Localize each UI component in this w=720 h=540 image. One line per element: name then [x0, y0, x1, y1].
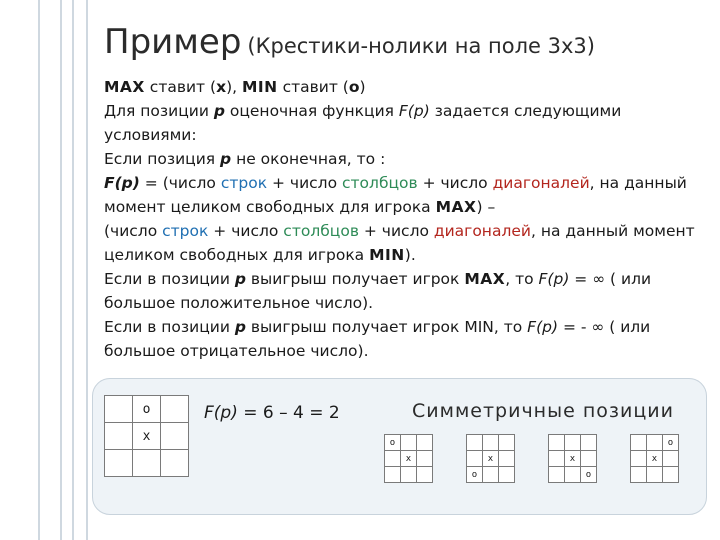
text: , на данный момент целиком свободных для игрока: [104, 174, 687, 216]
fp-var: F(p): [104, 174, 140, 192]
board-cell: [499, 467, 515, 483]
text: (число: [104, 222, 163, 240]
text: + число: [267, 174, 342, 192]
symmetric-board: [384, 434, 433, 483]
symmetric-board: [548, 434, 597, 483]
board-cell: [549, 435, 565, 451]
p-var: p: [220, 150, 232, 168]
board-cell: [581, 435, 597, 451]
board-cell: [467, 435, 483, 451]
p-var: p: [234, 270, 246, 288]
p-var: p: [213, 102, 225, 120]
text: выигрыш получает игрок: [245, 270, 465, 288]
rail-line: [86, 0, 88, 540]
board-cell: [631, 451, 647, 467]
text: = ∞ ( или большое положительное число).: [104, 270, 652, 312]
fp-var: F(p): [538, 270, 570, 288]
o-symbol: o: [348, 78, 360, 96]
max-label: MAX: [435, 198, 477, 216]
text: , на данный момент целиком свободных для игрока: [104, 222, 695, 264]
rail-line: [72, 0, 74, 540]
board-cell: [499, 435, 515, 451]
cols-word: столбцов: [342, 174, 418, 192]
text: , то: [505, 270, 539, 288]
title-main: Пример: [104, 22, 242, 62]
board-cell: o: [385, 435, 401, 451]
line-players: [104, 75, 704, 99]
formula-value: = 6 – 4 = 2: [237, 403, 340, 423]
board-cell: [105, 423, 133, 450]
cols-word: столбцов: [283, 222, 359, 240]
evaluation-formula: [204, 403, 340, 423]
rail-line: [38, 0, 40, 540]
main-board: [104, 395, 189, 477]
diag-word: диагоналей: [492, 174, 590, 192]
text: = - ∞ ( или большое отрицательное число).: [104, 318, 651, 360]
board-cell: [105, 450, 133, 477]
board-cell: [663, 467, 679, 483]
fp-var: F(p): [204, 403, 238, 423]
board-cell: [499, 451, 515, 467]
board-cell: [483, 435, 499, 451]
board-cell: o: [467, 467, 483, 483]
symmetric-title: Симметричные позиции: [412, 400, 674, 422]
board-cell: [549, 451, 565, 467]
board-cell: [385, 451, 401, 467]
board-cell: [483, 467, 499, 483]
board-cell: [647, 435, 663, 451]
text: выигрыш получает игрок MIN, то: [245, 318, 528, 336]
symmetric-board: [630, 434, 679, 483]
text: ) –: [476, 198, 496, 216]
board-cell: [401, 467, 417, 483]
slide-title: [104, 22, 595, 62]
board-cell: [133, 450, 161, 477]
board-cell: [467, 451, 483, 467]
min-label: MIN: [369, 246, 405, 264]
board-cell: x: [565, 451, 581, 467]
board-cell: x: [647, 451, 663, 467]
text: + число: [358, 222, 434, 240]
board-cell: [581, 451, 597, 467]
board-cell: x: [133, 423, 161, 450]
board-cell: [401, 435, 417, 451]
board-cell: o: [133, 396, 161, 423]
text: ),: [226, 78, 242, 96]
diag-word: диагоналей: [433, 222, 531, 240]
text: ).: [404, 246, 416, 264]
text: Если в позиции: [104, 318, 235, 336]
text: ставит (: [144, 78, 217, 96]
line-min-win: [104, 315, 704, 363]
board-cell: [417, 451, 433, 467]
board-cell: [647, 467, 663, 483]
text: ставит (: [277, 78, 349, 96]
board-cell: o: [663, 435, 679, 451]
line-max-win: [104, 267, 704, 315]
rail-line: [60, 0, 62, 540]
text: + число: [417, 174, 493, 192]
board-cell: x: [483, 451, 499, 467]
x-symbol: x: [216, 78, 227, 96]
board-cell: [417, 467, 433, 483]
text: + число: [208, 222, 284, 240]
board-cell: [549, 467, 565, 483]
slide-body: [104, 75, 704, 363]
line-formula-min: [104, 219, 704, 267]
board-cell: [385, 467, 401, 483]
board-cell: [161, 450, 189, 477]
board-cell: [161, 423, 189, 450]
fp-var: F(p): [398, 102, 430, 120]
line-formula-max: [104, 171, 704, 219]
board-cell: [105, 396, 133, 423]
board-cell: [161, 396, 189, 423]
board-cell: x: [401, 451, 417, 467]
board-cell: [417, 435, 433, 451]
max-label: MAX: [104, 78, 145, 96]
text: оценочная функция: [224, 102, 399, 120]
min-label: MIN: [241, 78, 278, 96]
text: Для позиции: [104, 102, 214, 120]
board-cell: [631, 435, 647, 451]
rows-word: строк: [162, 222, 209, 240]
p-var: p: [234, 318, 246, 336]
line-nonterminal: [104, 147, 704, 171]
board-cell: [663, 451, 679, 467]
title-sub: (Крестики-нолики на поле 3x3): [247, 34, 595, 58]
fp-var: F(p): [527, 318, 559, 336]
board-cell: [565, 467, 581, 483]
line-eval-intro: [104, 99, 704, 147]
text: Если позиция: [104, 150, 221, 168]
max-label: MAX: [464, 270, 506, 288]
text: не оконечная, то :: [231, 150, 386, 168]
text: Если в позиции: [104, 270, 235, 288]
board-cell: [565, 435, 581, 451]
board-cell: o: [581, 467, 597, 483]
rows-word: строк: [220, 174, 268, 192]
board-cell: [631, 467, 647, 483]
text: = (число: [139, 174, 221, 192]
text: ): [359, 78, 366, 96]
text: задается следующими условиями:: [104, 102, 622, 144]
left-rail: [0, 0, 88, 540]
symmetric-board: [466, 434, 515, 483]
